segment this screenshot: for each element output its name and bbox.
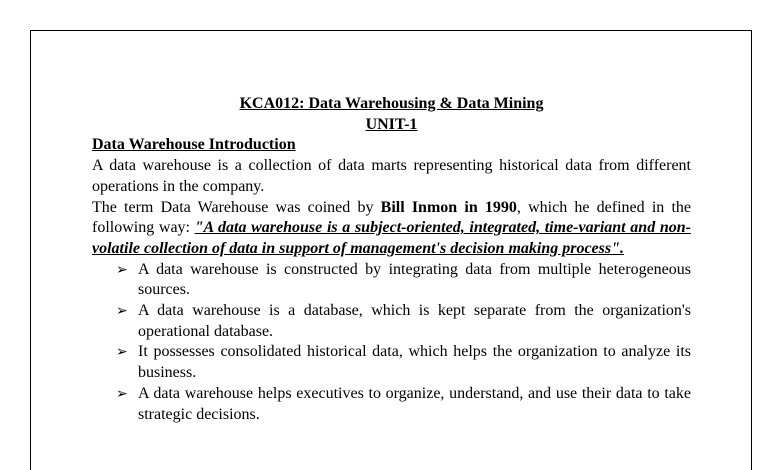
arrowhead-bullet-icon: ➢	[116, 344, 128, 361]
list-item-text: A data warehouse is constructed by integrating data from multiple heterogeneous sources.	[138, 260, 691, 299]
definition-paragraph	[92, 198, 691, 260]
list-item	[116, 301, 691, 342]
definition-text-before: The term Data Warehouse was coined by	[92, 198, 381, 216]
list-item-text: It possesses consolidated historical data, which helps the organization to analyze its business.	[138, 343, 691, 382]
arrowhead-bullet-icon: ➢	[116, 385, 128, 402]
document-content	[92, 94, 691, 425]
document-page	[30, 30, 752, 470]
intro-paragraph: A data warehouse is a collection of data marts representing historical data from different operations in the company.	[92, 157, 691, 195]
bullet-list	[92, 260, 691, 426]
definition-text-after: , which he defined in the following way:	[92, 198, 692, 237]
arrowhead-bullet-icon: ➢	[116, 261, 128, 278]
list-item	[116, 342, 691, 383]
section-heading: Data Warehouse Introduction	[92, 136, 296, 154]
list-item	[116, 384, 691, 425]
list-item-text: A data warehouse helps executives to organize, understand, and use their data to take strategic decisions.	[138, 384, 691, 423]
list-item	[116, 260, 691, 301]
list-item-text: A data warehouse is a database, which is kept separate from the organization's operational database.	[138, 302, 691, 340]
inmon-name: Bill Inmon in 1990	[380, 198, 517, 216]
definition-quote: "A data warehouse is a subject-oriented, integrated, time-variant and non-volatile collection of data in support of management's decision making process".	[92, 219, 691, 257]
course-title: KCA012: Data Warehousing & Data Mining	[239, 95, 544, 112]
unit-label: UNIT-1	[365, 115, 418, 133]
arrowhead-bullet-icon: ➢	[116, 303, 128, 320]
